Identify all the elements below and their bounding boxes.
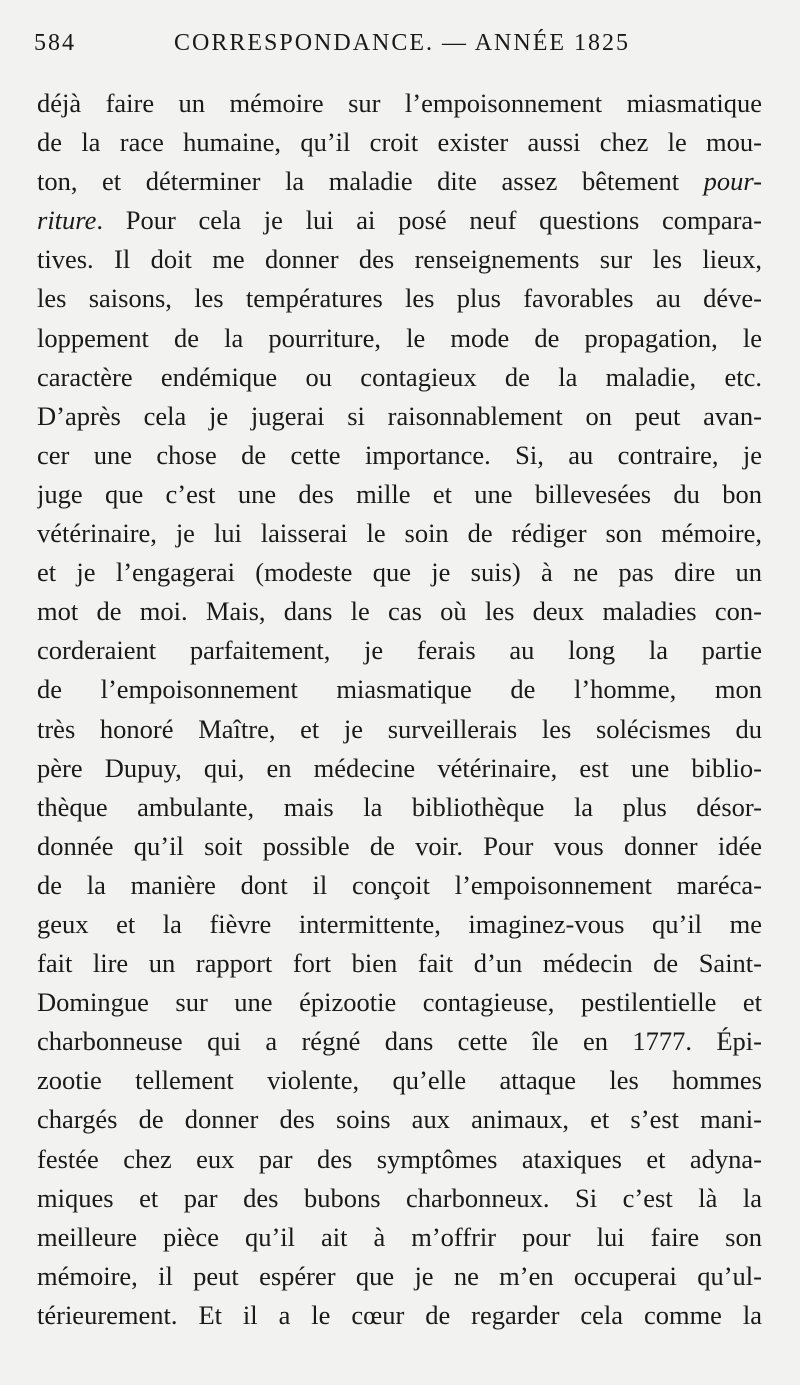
text-line: thèque ambulante, mais la bibliothèque la plus désor- xyxy=(37,791,762,822)
text-line: térieurement. Et il a le cœur de regarder cela comme la xyxy=(37,1299,762,1330)
text-line: les saisons, les températures les plus favorables au déve- xyxy=(37,283,762,314)
text-line: loppement de la pourriture, le mode de propagation, le xyxy=(37,322,762,353)
text-line: de la race humaine, qu’il croit exister aussi chez le mou- xyxy=(37,127,762,158)
text-line: et je l’engagerai (modeste que je suis) à ne pas dire un xyxy=(37,557,762,588)
text-line: ton, et déterminer la maladie dite assez bêtement pour- xyxy=(37,166,762,197)
text-line: de l’empoisonnement miasmatique de l’homme, mon xyxy=(37,674,762,705)
text-line: zootie tellement violente, qu’elle attaque les hommes xyxy=(37,1065,762,1096)
text-line: riture. Pour cela je lui ai posé neuf questions compara- xyxy=(37,205,762,236)
running-title: CORRESPONDANCE. — ANNÉE 1825 xyxy=(174,30,631,56)
text-line: meilleure pièce qu’il ait à m’offrir pour lui faire son xyxy=(37,1221,762,1252)
text-line: vétérinaire, je lui laisserai le soin de rédiger son mémoire, xyxy=(37,518,762,549)
text-line: mémoire, il peut espérer que je ne m’en occuperai qu’ul- xyxy=(37,1260,762,1291)
text-line: miques et par des bubons charbonneux. Si c’est là la xyxy=(37,1182,762,1213)
running-head xyxy=(34,30,754,66)
text-line: de la manière dont il conçoit l’empoisonnement maréca- xyxy=(37,869,762,900)
text-line: chargés de donner des soins aux animaux, et s’est mani- xyxy=(37,1104,762,1135)
text-line: tives. Il doit me donner des renseignements sur les lieux, xyxy=(37,244,762,275)
text-line: mot de moi. Mais, dans le cas où les deux maladies con- xyxy=(37,596,762,627)
text-line: D’après cela je jugerai si raisonnablement on peut avan- xyxy=(37,400,762,431)
text-line: fait lire un rapport fort bien fait d’un médecin de Saint- xyxy=(37,948,762,979)
body-text xyxy=(37,84,762,1335)
text-line: déjà faire un mémoire sur l’empoisonnement miasmatique xyxy=(37,88,762,118)
text-line: donnée qu’il soit possible de voir. Pour vous donner idée xyxy=(37,830,762,861)
text-line: juge que c’est une des mille et une billevesées du bon xyxy=(37,478,762,509)
text-line: corderaient parfaitement, je ferais au long la partie xyxy=(37,635,762,666)
page-number: 584 xyxy=(34,30,76,56)
text-line: charbonneuse qui a régné dans cette île en 1777. Épi- xyxy=(37,1026,762,1057)
text-line: très honoré Maître, et je surveillerais les solécismes du xyxy=(37,713,762,744)
text-line: geux et la fièvre intermittente, imaginez-vous qu’il me xyxy=(37,908,762,939)
text-line: père Dupuy, qui, en médecine vétérinaire, est une biblio- xyxy=(37,752,762,783)
text-line: festée chez eux par des symptômes ataxiques et adyna- xyxy=(37,1143,762,1174)
text-line: caractère endémique ou contagieux de la maladie, etc. xyxy=(37,361,762,392)
text-line: Domingue sur une épizootie contagieuse, pestilentielle et xyxy=(37,987,762,1018)
text-line: cer une chose de cette importance. Si, au contraire, je xyxy=(37,439,762,470)
